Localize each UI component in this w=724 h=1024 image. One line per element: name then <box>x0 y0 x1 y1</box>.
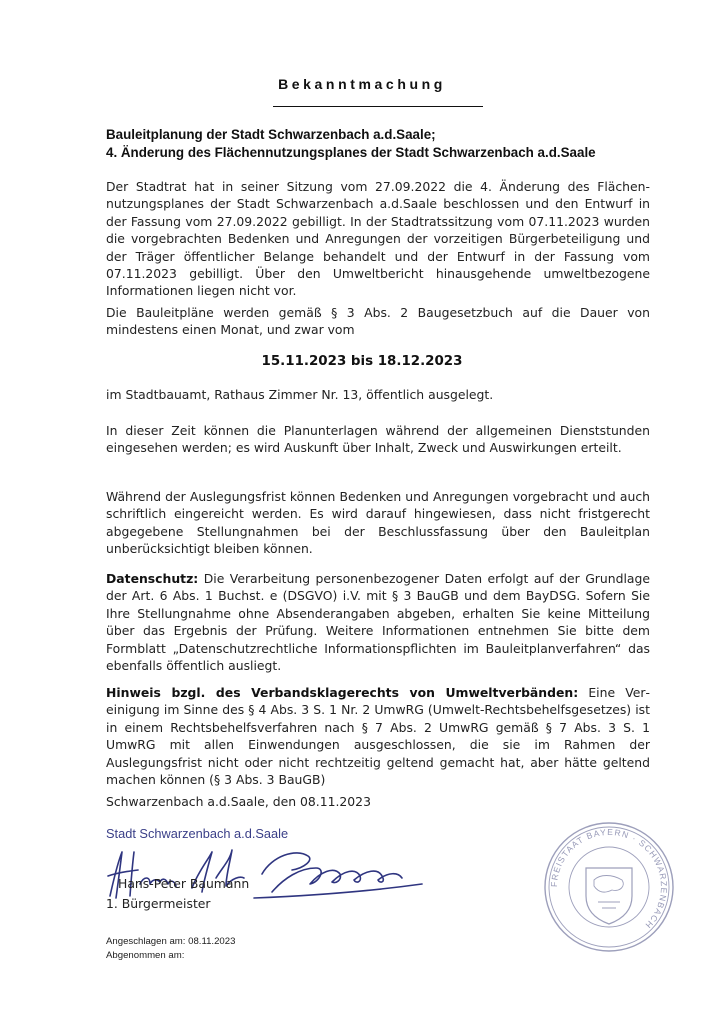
seal-lettering: FREISTAAT BAYERN · SCHWARZENBACH <box>548 826 670 932</box>
paragraph-objections: Während der Auslegungsfrist können Bedenken und Anregungen vorgebracht und auch schriftlich eingereicht werden. Es wird darauf hingewiesen, dass nicht fristgerecht abgegebene Stellungnahmen bei der Beschlussfassung über den Bauleitplan unberücksichtigt bleiben können. <box>106 489 650 557</box>
svg-text:FREISTAAT BAYERN · SCHWARZENBA <box>549 827 669 931</box>
notice-heading: Bekanntmachung <box>278 76 446 92</box>
mayor-title: 1. Bürgermeister <box>106 896 211 911</box>
paragraph-resolution: Der Stadtrat hat in seiner Sitzung vom 27.09.2022 die 4. Änderung des Flächennutzungsplanes der Stadt Schwarzenbach a.d.Saale beschlossen und den Entwurf in der Fassung vom 27.09.2022 gebilligt. In der Stadtratssitzung vom 07.11.2023 wurden die vorgebrachten Bedenken und Anregungen der vorzeitigen Bürgerbeteiligung und der Träger öffentlicher Belange behandelt und der Entwurf in der Fassung vom 07.11.2023 gebilligt. Über den Umweltbericht hinausgehende umweltbezogene Informationen liegen nicht vor. <box>106 179 650 299</box>
paragraph-office-hours: In dieser Zeit können die Planunterlagen während der allgemeinen Dienststunden eingesehen werden; es wird Auskunft über Inhalt, Zweck und Auswirkungen erteilt. <box>106 423 650 456</box>
removed-date: Abgenommen am: <box>106 950 185 961</box>
data-protection-text: Die Verarbeitung personenbezogener Daten erfolgt auf der Grundlage der Art. 6 Abs. 1 Buchst. e (DSGVO) i.V. mit § 3 BauGB und dem BayDSG. Sofern Sie Ihre Stellungnahme ohne Absenderangaben abgeben, erhalten Sie keine Mitteilung über das Ergebnis der Prüfung. Weitere Informationen entnehmen Sie bitte dem Formblatt „Datenschutzrechtliche Informationspflichten im Bauleitplanverfahren“ das ebenfalls öffentlich ausliegt. <box>106 571 650 674</box>
display-dates: 15.11.2023 bis 18.12.2023 <box>261 354 463 369</box>
city-name-signature: Stadt Schwarzenbach a.d.Saale <box>106 826 289 841</box>
data-protection-label: Datenschutz: <box>106 571 199 586</box>
municipal-seal-icon <box>542 820 676 954</box>
environmental-notice-label: Hinweis bzgl. des Verbandsklagerechts von Umweltverbänden: <box>106 685 579 700</box>
place-and-date: Schwarzenbach a.d.Saale, den 08.11.2023 <box>106 794 371 809</box>
notice-subject <box>106 126 666 162</box>
paragraph-data-protection <box>106 570 650 674</box>
environmental-notice-text: Eine Vereinigung im Sinne des § 4 Abs. 3 S. 1 Nr. 2 UmwRG (Umwelt-Rechtsbehelfsgesetzes) ist in einem Rechtsbehelfsverfahren nach § 7 Abs. 2 UmwRG gemäß § 7 Abs. 3 S. 1 UmwRG mit allen Einwendungen ausgeschlossen, die sie im Rahmen der Auslegungsfrist nicht oder nicht rechtzeitig geltend gemacht hat, aber hätte geltend machen können (§ 3 Abs. 3 BauGB) <box>106 685 650 788</box>
mayor-name: Hans-Peter Baumann <box>118 876 250 891</box>
subject-line-1: Bauleitplanung der Stadt Schwarzenbach a.d.Saale; <box>106 127 436 142</box>
posted-date: Angeschlagen am: 08.11.2023 <box>106 936 236 947</box>
paragraph-environmental-notice <box>106 684 650 788</box>
subject-line-2: 4. Änderung des Flächennutzungsplanes der Stadt Schwarzenbach a.d.Saale <box>106 145 596 160</box>
paragraph-display-period: Die Bauleitpläne werden gemäß § 3 Abs. 2 Baugesetzbuch auf die Dauer von mindestens einen Monat, und zwar vom <box>106 305 650 338</box>
heading-underline <box>273 106 483 107</box>
paragraph-location: im Stadtbauamt, Rathaus Zimmer Nr. 13, öffentlich ausgelegt. <box>106 387 494 402</box>
